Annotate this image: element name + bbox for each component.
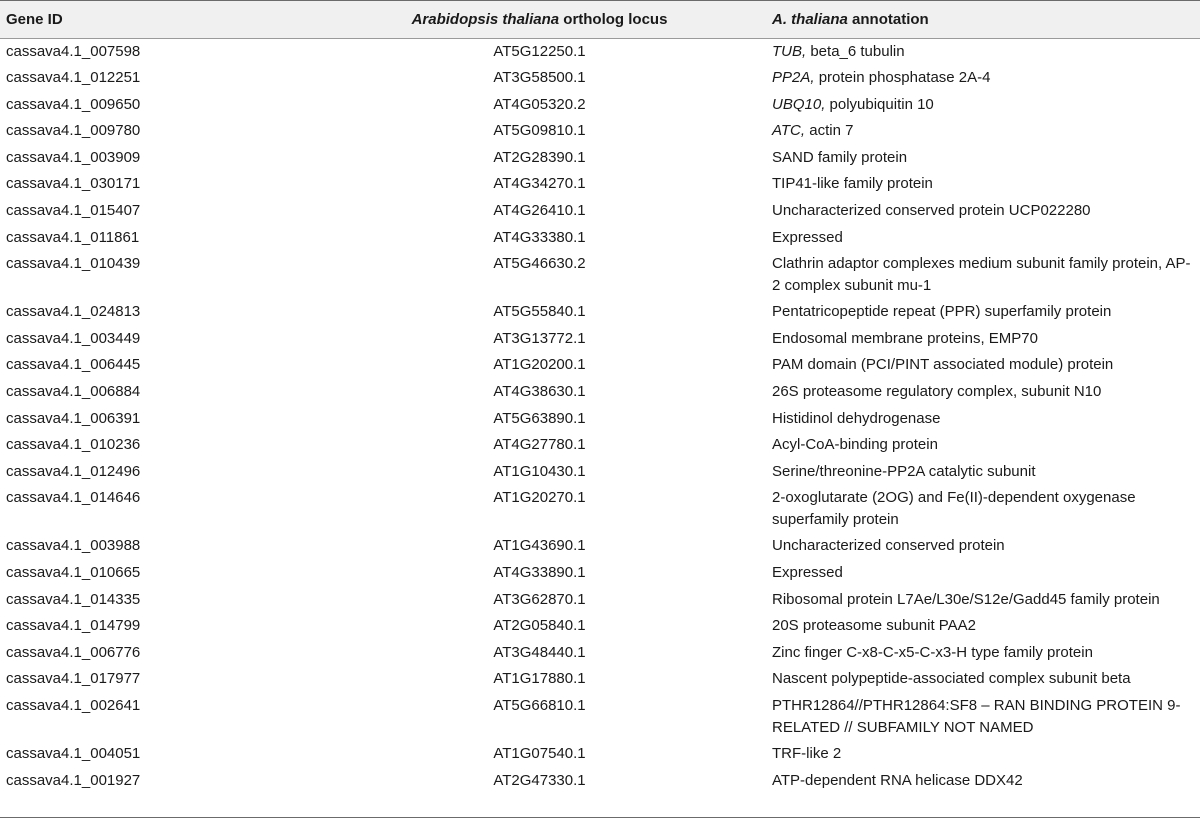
cell-gene-id: cassava4.1_030171 <box>6 175 141 193</box>
annotation-text: 26S proteasome regulatory complex, subunit N10 <box>772 383 1102 401</box>
annotation-text: Serine/threonine-PP2A catalytic subunit <box>772 462 1036 480</box>
header-ortholog-locus <box>313 1 766 39</box>
cell-annotation <box>766 326 1200 353</box>
annotation-gene-symbol: ATC, <box>772 122 806 140</box>
cell-ortholog-locus: AT5G46630.2 <box>493 255 586 273</box>
cell-annotation <box>766 587 1200 614</box>
cell-ortholog-locus: AT5G63890.1 <box>493 409 586 427</box>
cell-annotation <box>766 666 1200 693</box>
cell-gene-id: cassava4.1_007598 <box>6 43 141 60</box>
annotation-text: 2-oxoglutarate (2OG) and Fe(II)-dependent oxygenase superfamily protein <box>772 489 1136 529</box>
table-header <box>0 1 1200 39</box>
header-gene-id: Gene ID <box>0 1 313 39</box>
cell-ortholog-locus: AT4G05320.2 <box>493 95 586 113</box>
cell-annotation <box>766 92 1200 119</box>
annotation-text: polyubiquitin 10 <box>825 95 934 113</box>
annotation-text: PAM domain (PCI/PINT associated module) protein <box>772 356 1114 374</box>
annotation-text: Uncharacterized conserved protein <box>772 537 1005 555</box>
table-row <box>0 299 1200 326</box>
header-annotation <box>766 1 1200 39</box>
table-row <box>0 768 1200 798</box>
cell-ortholog-locus: AT3G13772.1 <box>493 329 586 347</box>
annotation-text: Uncharacterized conserved protein UCP022280 <box>772 202 1091 220</box>
cell-gene-id: cassava4.1_011861 <box>6 228 140 246</box>
annotation-text: Expressed <box>772 564 843 581</box>
annotation-text: PTHR12864//PTHR12864:SF8 – RAN BINDING PROTEIN 9-RELATED // SUBFAMILY NOT NAMED <box>772 696 1181 736</box>
table-row <box>0 326 1200 353</box>
cell-gene-id: cassava4.1_010236 <box>6 436 141 454</box>
cell-ortholog-locus: AT2G05840.1 <box>493 617 586 635</box>
table-row <box>0 432 1200 459</box>
table-bottom-rule <box>0 817 1200 818</box>
cell-gene-id: cassava4.1_017977 <box>6 670 141 688</box>
table-row <box>0 65 1200 92</box>
cell-ortholog-locus: AT2G47330.1 <box>493 771 586 789</box>
cell-ortholog-locus: AT3G48440.1 <box>493 643 586 661</box>
cell-ortholog-locus: AT1G10430.1 <box>493 462 586 480</box>
table-row <box>0 92 1200 119</box>
cell-gene-id: cassava4.1_014335 <box>6 590 141 608</box>
cell-gene-id: cassava4.1_014646 <box>6 489 141 507</box>
annotation-gene-symbol: TUB, <box>772 43 807 60</box>
cell-ortholog-locus: AT3G58500.1 <box>493 69 586 87</box>
annotation-text: Endosomal membrane proteins, EMP70 <box>772 329 1038 347</box>
cell-ortholog-locus: AT4G34270.1 <box>493 175 586 193</box>
cell-annotation <box>766 65 1200 92</box>
annotation-text: ATP-dependent RNA helicase DDX42 <box>772 771 1023 789</box>
annotation-gene-symbol: UBQ10, <box>772 95 826 113</box>
cell-ortholog-locus: AT1G43690.1 <box>493 537 586 555</box>
table-row <box>0 485 1200 533</box>
header-row <box>0 1 1200 39</box>
table-row <box>0 533 1200 560</box>
cell-ortholog-locus: AT4G38630.1 <box>493 383 586 401</box>
cell-annotation <box>766 118 1200 145</box>
cell-gene-id: cassava4.1_003449 <box>6 329 141 347</box>
cell-ortholog-locus: AT2G28390.1 <box>493 148 586 166</box>
cell-ortholog-locus: AT1G17880.1 <box>493 670 586 688</box>
cell-gene-id: cassava4.1_002641 <box>6 696 141 714</box>
table-row <box>0 640 1200 667</box>
cell-annotation <box>766 352 1200 379</box>
annotation-text: Histidinol dehydrogenase <box>772 409 941 427</box>
cell-annotation <box>766 145 1200 172</box>
cell-gene-id: cassava4.1_006884 <box>6 383 141 401</box>
cell-ortholog-locus: AT4G27780.1 <box>493 436 586 454</box>
annotation-text: Nascent polypeptide-associated complex subunit beta <box>772 670 1131 688</box>
cell-gene-id: cassava4.1_010439 <box>6 255 141 273</box>
cell-annotation <box>766 198 1200 225</box>
cell-ortholog-locus: AT3G62870.1 <box>493 590 586 608</box>
annotation-text: SAND family protein <box>772 148 908 166</box>
cell-gene-id: cassava4.1_006391 <box>6 409 141 427</box>
annotation-text: beta_6 tubulin <box>806 43 905 60</box>
table-row <box>0 741 1200 768</box>
header-annot-text: annotation <box>847 11 929 28</box>
cell-ortholog-locus: AT1G20200.1 <box>493 356 586 374</box>
cell-annotation <box>766 640 1200 667</box>
cell-annotation <box>766 225 1200 252</box>
cell-gene-id: cassava4.1_006445 <box>6 356 141 374</box>
cell-annotation <box>766 171 1200 198</box>
table-row <box>0 352 1200 379</box>
cell-annotation <box>766 613 1200 640</box>
table-row <box>0 406 1200 433</box>
cell-ortholog-locus: AT4G33380.1 <box>493 228 586 246</box>
annotation-text: Expressed <box>772 228 843 246</box>
cell-ortholog-locus: AT1G07540.1 <box>493 744 586 762</box>
cell-ortholog-locus: AT4G33890.1 <box>493 564 586 581</box>
table-row <box>0 587 1200 614</box>
annotation-text: protein phosphatase 2A-4 <box>814 69 991 87</box>
annotation-text: Acyl-CoA-binding protein <box>772 436 938 454</box>
table-row <box>0 198 1200 225</box>
table-body <box>0 39 1200 798</box>
cell-gene-id: cassava4.1_015407 <box>6 202 141 220</box>
cell-ortholog-locus: AT5G12250.1 <box>493 43 586 60</box>
cell-gene-id: cassava4.1_010665 <box>6 564 141 581</box>
cell-ortholog-locus: AT5G66810.1 <box>493 696 586 714</box>
cell-ortholog-locus: AT5G09810.1 <box>493 122 586 140</box>
header-locus-text: ortholog locus <box>559 11 668 28</box>
annotation-text: Ribosomal protein L7Ae/L30e/S12e/Gadd45 family protein <box>772 590 1160 608</box>
annotation-text: TIP41-like family protein <box>772 175 933 193</box>
cell-gene-id: cassava4.1_014799 <box>6 617 141 635</box>
cell-annotation <box>766 485 1200 533</box>
header-annot-species: A. thaliana <box>772 11 848 28</box>
cell-annotation <box>766 432 1200 459</box>
cell-gene-id: cassava4.1_012251 <box>6 69 141 87</box>
table-row <box>0 225 1200 252</box>
cell-ortholog-locus: AT5G55840.1 <box>493 303 586 321</box>
table-row <box>0 171 1200 198</box>
annotation-gene-symbol: PP2A, <box>772 69 815 87</box>
annotation-text: actin 7 <box>805 122 854 140</box>
cell-gene-id: cassava4.1_009780 <box>6 122 141 140</box>
cell-gene-id: cassava4.1_003988 <box>6 537 141 555</box>
table-row <box>0 459 1200 486</box>
cell-annotation <box>766 693 1200 741</box>
table-row <box>0 39 1200 66</box>
annotation-text: Pentatricopeptide repeat (PPR) superfamily protein <box>772 303 1112 321</box>
table-row <box>0 693 1200 741</box>
cell-annotation <box>766 379 1200 406</box>
table-row <box>0 666 1200 693</box>
table-row <box>0 379 1200 406</box>
header-locus-species: Arabidopsis thaliana <box>411 11 560 28</box>
annotation-text: Clathrin adaptor complexes medium subunit family protein, AP-2 complex subunit mu-1 <box>772 255 1191 295</box>
table-row <box>0 145 1200 172</box>
cell-annotation <box>766 251 1200 299</box>
cell-annotation <box>766 768 1200 798</box>
cell-gene-id: cassava4.1_012496 <box>6 462 141 480</box>
annotation-text: 20S proteasome subunit PAA2 <box>772 617 977 635</box>
cell-annotation <box>766 39 1200 66</box>
cell-annotation <box>766 406 1200 433</box>
cell-gene-id: cassava4.1_001927 <box>6 771 141 789</box>
table-row <box>0 560 1200 587</box>
cell-ortholog-locus: AT4G26410.1 <box>493 202 586 220</box>
cell-annotation <box>766 741 1200 768</box>
cell-annotation <box>766 459 1200 486</box>
cell-annotation <box>766 533 1200 560</box>
table-row <box>0 118 1200 145</box>
table-row <box>0 251 1200 299</box>
cell-ortholog-locus: AT1G20270.1 <box>493 489 586 507</box>
cell-annotation <box>766 299 1200 326</box>
cell-gene-id: cassava4.1_003909 <box>6 148 141 166</box>
cell-annotation <box>766 560 1200 587</box>
cell-gene-id: cassava4.1_006776 <box>6 643 141 661</box>
annotation-text: Zinc finger C-x8-C-x5-C-x3-H type family protein <box>772 643 1093 661</box>
annotation-text: TRF-like 2 <box>772 744 842 762</box>
cell-gene-id: cassava4.1_009650 <box>6 95 141 113</box>
cell-gene-id: cassava4.1_024813 <box>6 303 141 321</box>
cell-gene-id: cassava4.1_004051 <box>6 744 141 762</box>
table-row <box>0 613 1200 640</box>
